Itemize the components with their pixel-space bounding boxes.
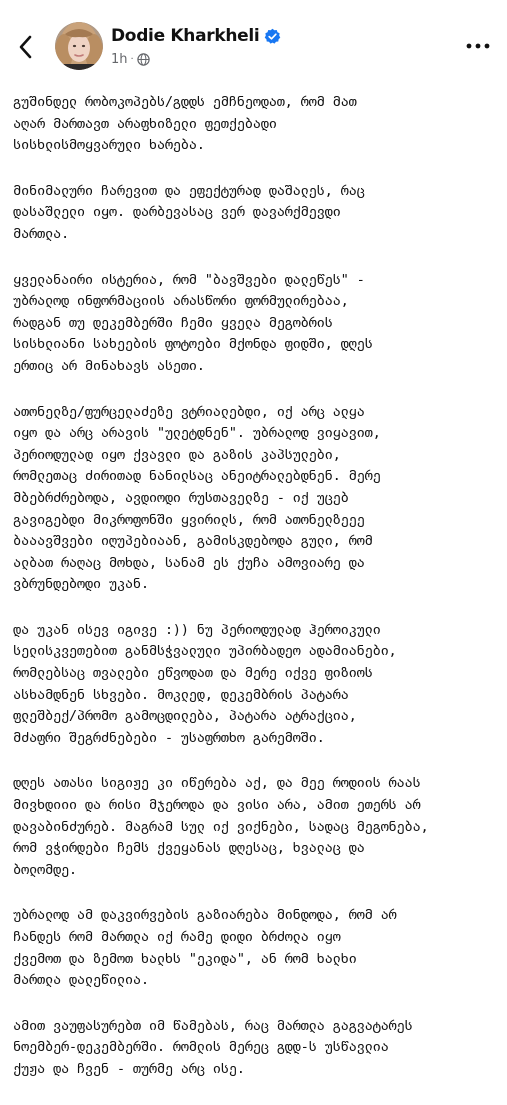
chevron-left-icon xyxy=(14,32,38,62)
text-line: ვბრუნდებოდი უკან. xyxy=(13,576,149,593)
post-paragraph-4 xyxy=(13,402,503,596)
text-line: ბოლომდე. xyxy=(13,861,77,878)
text-line: ამით ვაუფასურებთ იმ წამებას, რაც მართლა გაგვატარეს xyxy=(13,1017,413,1034)
text-line: რომლებსაც თვალები ეწვოდათ და მერე იქვე ფიზიოს xyxy=(13,665,373,682)
post-paragraph-1 xyxy=(13,92,503,157)
text-line: გუშინდელ რობოკოპებს/გდდს ემჩნეოდათ, რომ მათ xyxy=(13,94,357,110)
post-paragraph-8 xyxy=(13,1016,503,1081)
text-line: ბააავშვები იღუპებიაან, გამისკდებოდა გული, რომ xyxy=(13,533,373,550)
text-line: სისხლისმოყვარული ხარება. xyxy=(13,137,205,154)
text-line: უბრალოდ ინფორმაციის არასწორი ფორმულირებაა, xyxy=(13,293,349,310)
text-line: და უკან ისევ იგივე :)) ნუ პერიოდულად ჰეროიკული xyxy=(13,621,381,638)
globe-icon xyxy=(137,53,150,66)
text-line: ასხამდნენ სხვები. მოკლედ, დეკემბრის პატარა xyxy=(13,686,349,703)
text-line: რომლეთაც ძირითად ნანილსაც ანეიტრალებდნენ. მერე xyxy=(13,468,381,485)
text-line: უბრალოდ ამ დაკვირვების გაზიარება მინდოდა, რომ არ xyxy=(13,907,397,924)
text-line: ათონელზე/ფურცელაძეზე ვტრიალებდი, იქ არც ალყა xyxy=(13,403,365,420)
post-paragraph-7 xyxy=(13,905,503,991)
author-name[interactable]: Dodie Kharkheli xyxy=(111,26,260,46)
text-line: რადგან თუ დეკემბერში ჩემი ყველა მეგობრის xyxy=(13,314,333,331)
meta-separator: · xyxy=(130,53,134,65)
more-dots-icon xyxy=(465,36,491,56)
post-header xyxy=(0,0,507,86)
more-options-button[interactable] xyxy=(465,36,491,56)
verified-badge-icon xyxy=(264,28,281,45)
text-line: გავიგებდი მიკროფონში ყვირილს, რომ ათონელზეეე xyxy=(13,511,365,528)
post-paragraph-6 xyxy=(13,773,503,881)
text-line: მართლა. xyxy=(13,225,69,242)
avatar[interactable] xyxy=(55,22,103,70)
text-line: დასაშლელი იყო. დარბევასაც ვერ დავარქმევდი xyxy=(13,204,341,221)
back-button[interactable] xyxy=(14,32,38,62)
text-line: ჩანდეს რომ მართლა იქ რამე დიდი ბრძოლა იყო xyxy=(13,929,341,945)
text-line: იყო და არც არავის "ულეტდნენ". უბრალოდ ვიყავით, xyxy=(13,425,381,442)
text-line: ქუჟა და ჩვენ - თურმე არც ისე. xyxy=(13,1060,245,1077)
text-line: ქვემოთ და ზემოთ ხალხს "ეკიდა", ან რომ ხალხი xyxy=(13,950,357,967)
text-line: ყველანაირი ისტერია, რომ "ბავშვები დალეწეს" - xyxy=(13,271,365,288)
text-line: დღეს ათასი სიგიჟე კი იწერება აქ, და მეე როდიის რაას xyxy=(13,775,421,792)
text-line: მივხდიიი და რისი მჯეროდა და ვისი არა, ამით ეთერს არ xyxy=(13,797,421,814)
text-line: ნოემბერ-დეკემბერში. რომლის მერეც გდდ-ს უსწავლია xyxy=(13,1039,389,1056)
post-paragraph-3 xyxy=(13,270,503,378)
post-meta xyxy=(111,50,150,68)
author-row xyxy=(111,24,281,48)
timestamp[interactable]: 1h xyxy=(111,51,128,67)
text-line: აღარ მართავთ არაფხიზელი ფეთქებადი xyxy=(13,115,277,132)
post-text xyxy=(13,92,503,1105)
text-line: ალბათ რაღაც მოხდა, სანამ ეს ქუჩა ამოვიარე და xyxy=(13,554,365,571)
text-line: დავაბინძურებ. მაგრამ სულ იქ ვიქნები, სადაც მეგონება, xyxy=(13,818,429,835)
text-line: მძაფრი შეგრძნებები - უსაფრთხო გარემოში. xyxy=(13,729,325,746)
text-line: მბებრძრებოდა, ავდიოდი რუსთაველზე - იქ უცებ xyxy=(13,489,349,506)
text-line: ერთიც არ მინახავს ასეთი. xyxy=(13,357,205,374)
post-paragraph-2 xyxy=(13,181,503,246)
text-line: სელისკვეთებით განმსჭვალული უპირბადეო ადამიანები, xyxy=(13,643,397,660)
text-line: სისხლიანი სახეების ფოტოები მქონდა ფიდში, დღეს xyxy=(13,336,373,353)
text-line: ფლეშბექ/პრომო გამოცდილება, პატარა ატრაქცია, xyxy=(13,708,357,725)
text-line: მართლა დალეწილია. xyxy=(13,972,149,989)
text-line: პერიოდულად იყო ქვავლი და გაზის კაპსულები, xyxy=(13,446,341,463)
post-paragraph-5 xyxy=(13,620,503,750)
text-line: რომ ვჭირდები ჩემს ქვეყანას დღესაც, ხვალაც და xyxy=(13,840,365,857)
text-line: მინიმალური ჩარევით და ეფექტურად დაშალეს, რაც xyxy=(13,182,365,199)
